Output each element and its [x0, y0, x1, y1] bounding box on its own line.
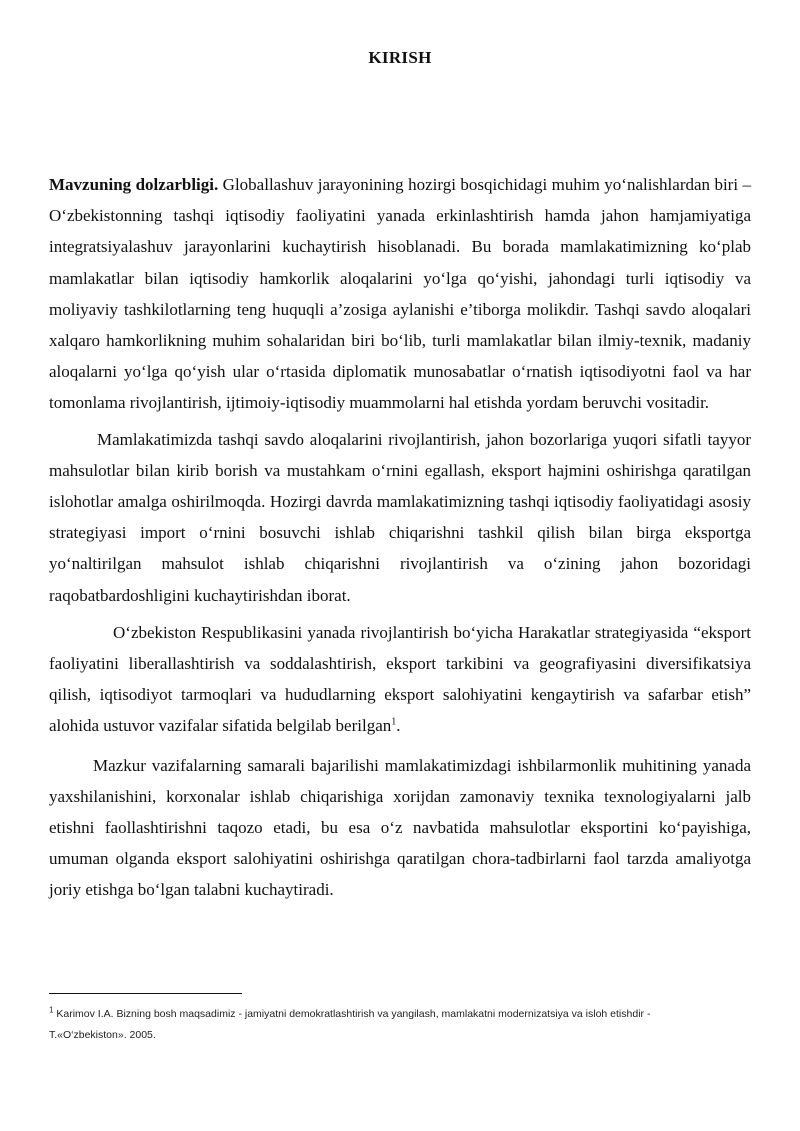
page-title: KIRISH — [368, 48, 432, 67]
paragraph-1 — [49, 169, 751, 419]
footnote-text: Karimov I.A. Bizning bosh maqsadimiz - jamiyatni demokratlashtirish va yangilash, mamlakatni modernizatsiya va isloh etishdir -T.«O‘zbekiston». 2005. — [49, 1008, 651, 1041]
body-text — [49, 169, 751, 906]
paragraph-3-text: O‘zbekiston Respublikasini yanada rivojlantirish bo‘yicha Harakatlar strategiyasida “eksport faoliyatini liberallashtirish va soddalashtirish, eksport tarkibini va geografiyasini diversifikatsiya qilish, iqtisodiyot tarmoqlari va hududlarning eksport salohiyatini kengaytirish va safarbar etish” alohida ustuvor vazifalar sifatida belgilab berilgan — [49, 622, 751, 736]
footnote-marker: 1 — [49, 1005, 54, 1015]
paragraph-3-tail: . — [396, 716, 401, 736]
footnote — [49, 1004, 689, 1046]
footnote-separator — [49, 993, 242, 994]
paragraph-lead: Mavzuning dolzarbligi. — [49, 175, 219, 194]
paragraph-2: Mamlakatimizda tashqi savdo aloqalarini rivojlantirish, jahon bozorlariga yuqori sifatli tayyor mahsulotlar bilan kirib borish va mustahkam o‘rnini egallash, eksport hajmini oshirishga qaratilgan islohotlar amalga oshirilmoqda. Hozirgi davrda mamlakatimizning tashqi iqtisodiy faoliyatidagi asosiy strategiyasi import o‘rnini bosuvchi ishlab chiqarishni tashkil qilish bilan birga eksportga yo‘naltirilgan mahsulot ishlab chiqarishni rivojlantirish va o‘zining jahon bozoridagi raqobatbardoshligini kuchaytirishdan iborat. — [49, 429, 751, 605]
footnote-reference[interactable]: 1 — [391, 716, 397, 728]
paragraph-1-text: Globallashuv jarayonining hozirgi bosqichidagi muhim yo‘nalishlardan biri – O‘zbekistonning tashqi iqtisodiy faoliyatini yanada erkinlashtirish hamda jahon hamjamiyatiga integratsiyalashuv jarayonlarini kuchaytirish hisoblanadi. Bu borada mamlakatimizning ko‘plab mamlakatlar bilan iqtisodiy hamkorlik aloqalarini yo‘lga qo‘yishi, jahondagi turli iqtisodiy va moliyaviy tashkilotlarning teng huquqli a’zosiga aylanishi e’tiborga molikdir. Tashqi savdo aloqalari xalqaro hamkorlikning muhim sohalaridan biri bo‘lib, turli mamlakatlar bilan ilmiy-texnik, madaniy aloqalarni yo‘lga qo‘yish ular o‘rtasida diplomatik munosabatlar o‘rnatish iqtisodiyotni faol va har tomonlama rivojlantirish, ijtimoiy-iqtisodiy muammolarni hal etishda yordam beruvchi vositadir. — [49, 175, 751, 413]
paragraph-4: Mazkur vazifalarning samarali bajarilishi mamlakatimizdagi ishbilarmonlik muhitining yanada yaxshilanishini, korxonalar ishlab chiqarishiga xorijdan zamonaviy texnika texnologiyalarni jalb etishni faollashtirishni taqozo etadi, bu esa o‘z navbatida mahsulotlar eksportini ko‘payishiga, umuman olganda eksport salohiyatini oshirishga qaratilgan chora-tadbirlarni faol tarzda amaliyotga joriy etishga bo‘lgan talabni kuchaytiradi. — [49, 755, 751, 900]
paragraph-3 — [49, 617, 751, 742]
